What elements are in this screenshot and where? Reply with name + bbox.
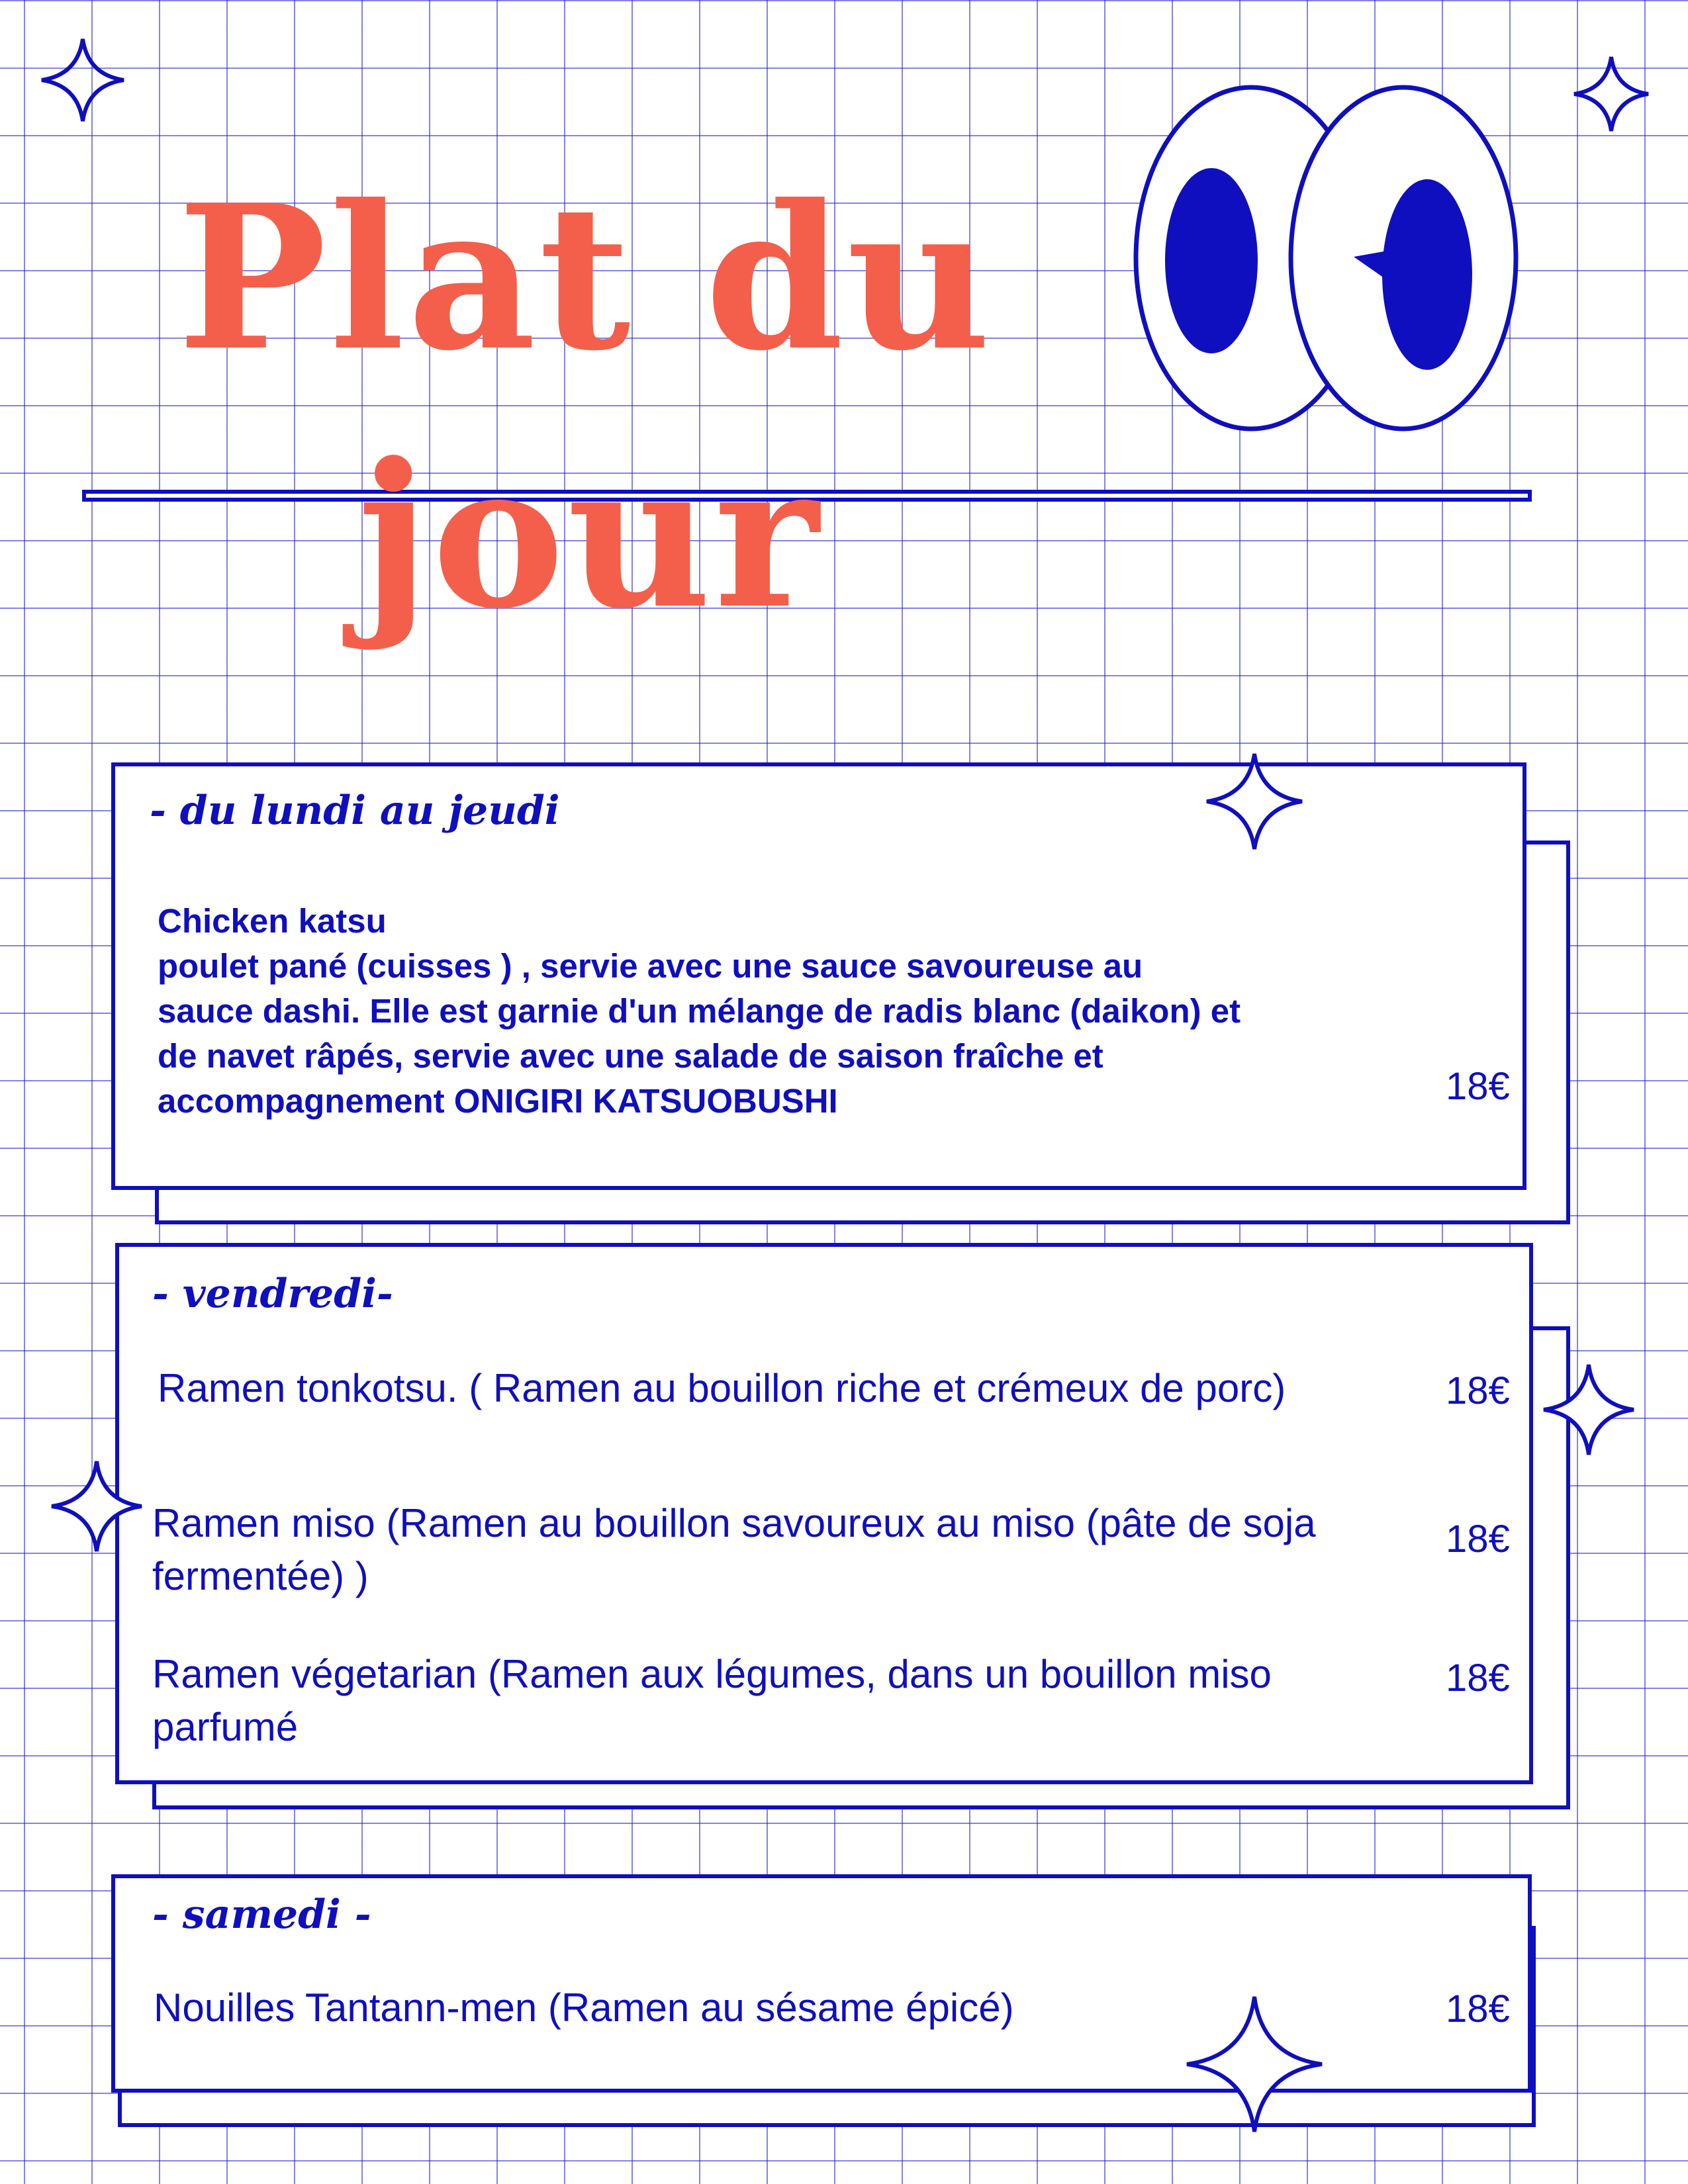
section-heading: - du lundi au jeudi: [150, 788, 560, 834]
section-heading: - samedi -: [152, 1891, 371, 1938]
menu-item-price: 18€: [1446, 1518, 1510, 1561]
section-friday-card: [115, 1243, 1533, 1784]
sparkle-star-icon: [40, 37, 126, 123]
section-weekday-card: [111, 762, 1526, 1190]
menu-item-description: poulet pané (cuisses ) , servie avec une sauce savoureuse au sauce dashi. Elle est garnie d'un mélange de radis blanc (daikon) et de navet râpés, servie avec une salade de saison fraîche et accompagnement ONIGIRI KATSUOBUSHI: [158, 947, 1241, 1120]
sparkle-star-icon: [1205, 752, 1304, 851]
menu-item-price: 18€: [1446, 1369, 1510, 1412]
sparkle-star-icon: [1185, 1995, 1324, 2134]
page-title-line-2: jour: [357, 419, 821, 653]
menu-item-price: 18€: [1446, 1065, 1510, 1108]
sparkle-star-icon: [1542, 1363, 1635, 1456]
menu-item-price: 18€: [1446, 1657, 1510, 1700]
googly-eyes-icon: [1125, 60, 1549, 483]
page-title-line-1: Plat du: [177, 161, 994, 394]
menu-item: [158, 899, 1415, 1124]
menu-item-price: 18€: [1446, 1987, 1510, 2030]
menu-item-name: Chicken katsu: [158, 902, 387, 940]
sparkle-star-icon: [50, 1460, 143, 1553]
menu-item: Ramen miso (Ramen au bouillon savoureux au miso (pâte de soja fermentée) ): [152, 1501, 1316, 1598]
section-heading: - vendredi-: [152, 1271, 393, 1317]
menu-item: Nouilles Tantann-men (Ramen au sésame épicé): [154, 1985, 1014, 2030]
sparkle-star-icon: [1573, 56, 1650, 132]
menu-item: Ramen tonkotsu. ( Ramen au bouillon riche et crémeux de porc): [158, 1366, 1286, 1410]
menu-item: Ramen végetarian (Ramen aux légumes, dans un bouillon miso parfumé: [152, 1652, 1272, 1749]
